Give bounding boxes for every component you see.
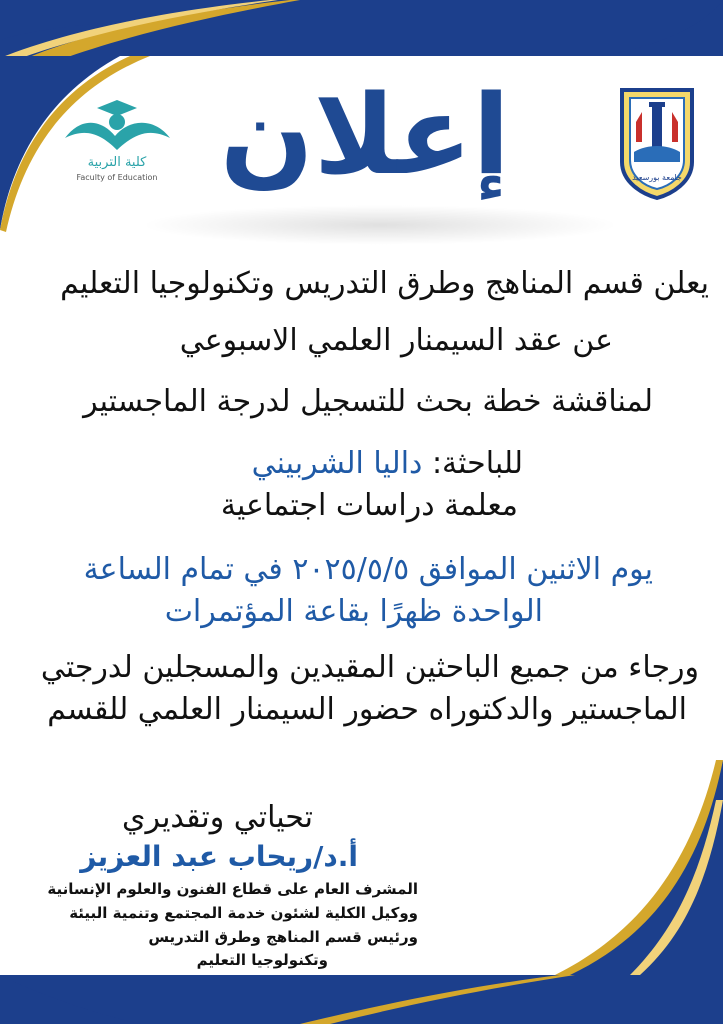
researcher-label: للباحثة:: [422, 446, 523, 481]
announcement-line-2: عن عقد السيمنار العلمي الاسبوعي: [179, 323, 613, 358]
faculty-logo-name-en: Faculty of Education: [76, 173, 158, 182]
faculty-of-education-logo: [55, 88, 180, 183]
announcement-line-3: لمناقشة خطة بحث للتسجيل لدرجة الماجستير: [83, 384, 653, 419]
university-seal-name: جامعة بورسعيد: [632, 173, 682, 182]
signature-role-1: المشرف العام على قطاع الفنون والعلوم الإنسانية: [47, 880, 418, 898]
signature-role-2: ووكيل الكلية لشئون خدمة المجتمع وتنمية البيئة: [69, 904, 418, 922]
signature-role-4: وتكنولوجيا التعليم: [196, 951, 328, 969]
faculty-logo-name-ar: كلية التربية: [87, 155, 147, 170]
title-shadow: [140, 205, 620, 245]
date-line-1: يوم الاثنين الموافق ٢٠٢٥/٥/٥ في تمام الساعة: [83, 552, 653, 587]
signature-greeting: تحياتي وتقديري: [122, 800, 313, 835]
date-line-2: الواحدة ظهرًا بقاعة المؤتمرات: [164, 594, 543, 629]
researcher-title: معلمة دراسات اجتماعية: [220, 488, 518, 523]
page-title: إعلان: [219, 71, 511, 199]
invitation-line-2: الماجستير والدكتوراه حضور السيمنار العلمي للقسم: [47, 692, 687, 727]
university-seal-logo: [612, 82, 702, 200]
signature-name: أ.د/ريحاب عبد العزيز: [80, 840, 358, 873]
signature-role-3: ورئيس قسم المناهج وطرق التدريس: [148, 928, 418, 946]
announcement-line-1: يعلن قسم المناهج وطرق التدريس وتكنولوجيا التعليم: [60, 266, 709, 301]
invitation-line-1: ورجاء من جميع الباحثين المقيدين والمسجلين لدرجتي: [40, 650, 699, 685]
researcher-line: [252, 446, 523, 481]
researcher-name: داليا الشربيني: [251, 446, 423, 481]
